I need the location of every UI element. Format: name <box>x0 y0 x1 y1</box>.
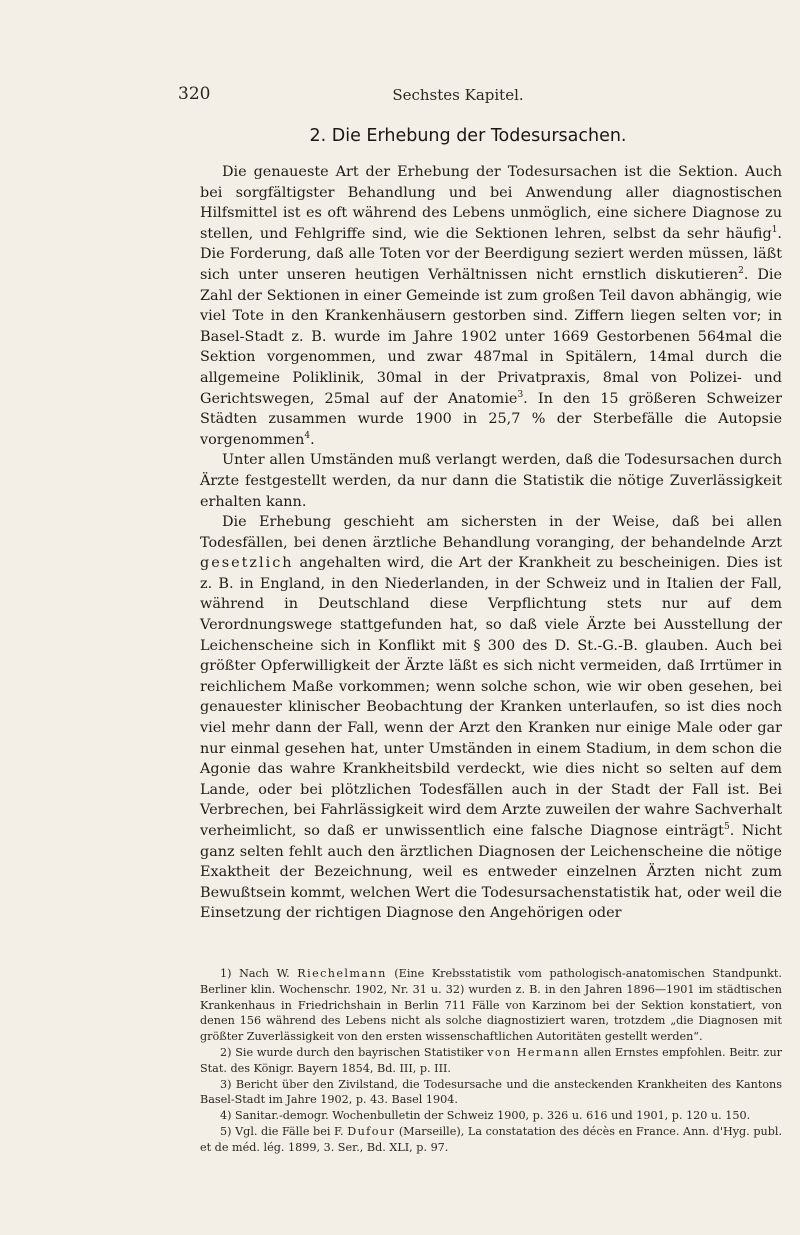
author-name: von Hermann <box>487 1045 580 1059</box>
author-name: Dufour <box>347 1124 396 1138</box>
text-run: 5) Vgl. die Fälle bei F. <box>220 1124 348 1138</box>
body-text <box>200 162 782 924</box>
paragraph <box>200 512 782 924</box>
paragraph: Unter allen Umständen muß verlangt werden, daß die Todesursachen durch Ärzte festgestellt werden, da nur dann die Statistik die nötige Zuverlässigkeit erhalten kann. <box>200 452 782 510</box>
running-head: Sechstes Kapitel. <box>392 86 524 104</box>
footnote: 3) Bericht über den Zivilstand, die Todesursache und die ansteckenden Krankheiten des Kantons Basel-Stadt im Jahre 1902, p. 43. Basel 1904. <box>200 1077 782 1107</box>
section-title: 2. Die Erhebung der Todesursachen. <box>309 126 627 146</box>
author-name: Riechelmann <box>297 967 387 980</box>
footnote <box>200 1124 782 1156</box>
text-run: . Die Zahl der Sektionen in einer Gemeinde ist zum großen Teil davon abhängig, wie viel Tote in den Krankenhäusern gestorben sind. Ziffern liegen selten vor; in Basel-Stadt z. B. wurde im Jahre 1902 unter 1669 Gestorbenen 564mal die Sektion vorgenommen, und zwar 487mal in Spitälern, 14mal durch die allgemeine Poliklinik, 30mal in der Privatpraxis, 8mal von Polizei- und Gerichtswegen, 25mal auf der Anatomie <box>200 266 782 407</box>
text-run: 2) Sie wurde durch den bayrischen Statistiker <box>220 1045 488 1059</box>
text-run: 1) Nach W. <box>220 967 298 980</box>
text-run: . <box>310 431 315 448</box>
footnote <box>200 1045 782 1077</box>
text-run: Die Erhebung geschieht am sichersten in der Weise, daß bei allen Todesfällen, bei denen ärztliche Behandlung voranging, der behandelnde Arzt <box>200 514 782 551</box>
paragraph <box>200 162 782 450</box>
text-run: (Marseille), La constatation des décès en France. Ann. d'Hyg. publ. et de méd. lég. 1899, 3. Ser., Bd. XLI, p. 97. <box>200 1124 782 1154</box>
footnote-ref: 1 <box>771 224 778 235</box>
text-run: Die genaueste Art der Erhebung der Todesursachen ist die Sektion. Auch bei sorgfältigster Behandlung und bei Anwendung aller diagnostischen Hilfsmittel ist es oft während des Lebens unmöglich, eine sichere Diagnose zu stellen, und Fehlgriffe sind, wie die Sektionen lehren, selbst da sehr häufig <box>200 164 782 242</box>
footnote-ref: 3 <box>517 389 524 400</box>
text-run: angehalten wird, die Art der Krankheit zu bescheinigen. Dies ist z. B. in England, in den Niederlanden, in der Schweiz und in Italien der Fall, während in Deutschland diese Verpflichtung stets nur auf dem Verordnungswege stattgefunden hat, so daß viele Ärzte bei Ausstellung der Leichenscheine sich in Konflikt mit § 300 des D. St.-G.-B. glauben. Auch bei größter Opferwilligkeit der Ärzte läßt es sich nicht vermeiden, daß Irrtümer in reichlichem Maße vorkommen; wenn solche schon, wie wir oben gesehen, bei genauester klinischer Beobachtung der Kranken unterlaufen, so ist dies noch viel mehr dann der Fall, wenn der Arzt den Kranken nur einige Male oder gar nur einmal gesehen hat, unter Umständen in einem Stadium, in dem schon die Agonie das wahre Krankheitsbild verdeckt, wie dies nicht so selten auf dem Lande, oder bei plötzlichen Todesfällen auch in der Stadt der Fall ist. Bei Verbrechen, bei Fahrlässigkeit wird dem Arzte zuweilen der wahre Sachverhalt verheimlicht, so daß er unwissentlich eine falsche Diagnose einträgt <box>200 555 782 839</box>
text-run: . Nicht ganz selten fehlt auch den ärztlichen Diagnosen der Leichenscheine die nötige Exaktheit der Bezeichnung, weil es entweder einzelnen Ärzten nicht zum Bewußtsein kommt, welchen Wert die Todesursachenstatistik hat, oder weil die Einsetzung der richtigen Diagnose den Angehörigen oder <box>200 823 782 922</box>
page-number: 320 <box>178 84 211 104</box>
footnote-ref: 5 <box>723 822 730 833</box>
footnotes <box>200 966 782 1156</box>
footnote: 4) Sanitar.-demogr. Wochenbulletin der Schweiz 1900, p. 326 u. 616 und 1901, p. 120 u. 150. <box>220 1109 751 1123</box>
text-run: . In den 15 größeren Schweizer Städten zusammen wurde 1900 in 25,7 % der Sterbefälle die Autopsie vorgenommen <box>200 390 782 448</box>
text-run: allen Ernstes empfohlen. Beitr. zur Stat. des Königr. Bayern 1854, Bd. III, p. III. <box>200 1045 782 1075</box>
emphasis-spaced: gesetzlich <box>200 555 294 572</box>
footnote-ref: 4 <box>304 430 311 441</box>
footnote <box>200 966 782 1045</box>
text-run: (Eine Krebsstatistik vom pathologisch-anatomischen Standpunkt. Berliner klin. Wochenschr. 1902, Nr. 31 u. 32) wurden z. B. in den Jahren 1896—1901 im städtischen Krankenhaus in Friedrichshain in Berlin 711 Fälle von Karzinom bei der Sektion konstatiert, von denen 156 während des Lebens nicht als solche diagnostiziert waren, trotzdem „die Diagnosen mit größter Zuverlässigkeit von den ersten wissenschaftlichen Autoritäten gestellt werden“. <box>200 967 782 1044</box>
text-run: . Die Forderung, daß alle Toten vor der Beerdigung seziert werden müssen, läßt sich unter unseren heutigen Verhältnissen nicht ernstlich diskutieren <box>200 225 782 283</box>
page-header <box>178 84 738 108</box>
footnote-ref: 2 <box>738 266 744 277</box>
